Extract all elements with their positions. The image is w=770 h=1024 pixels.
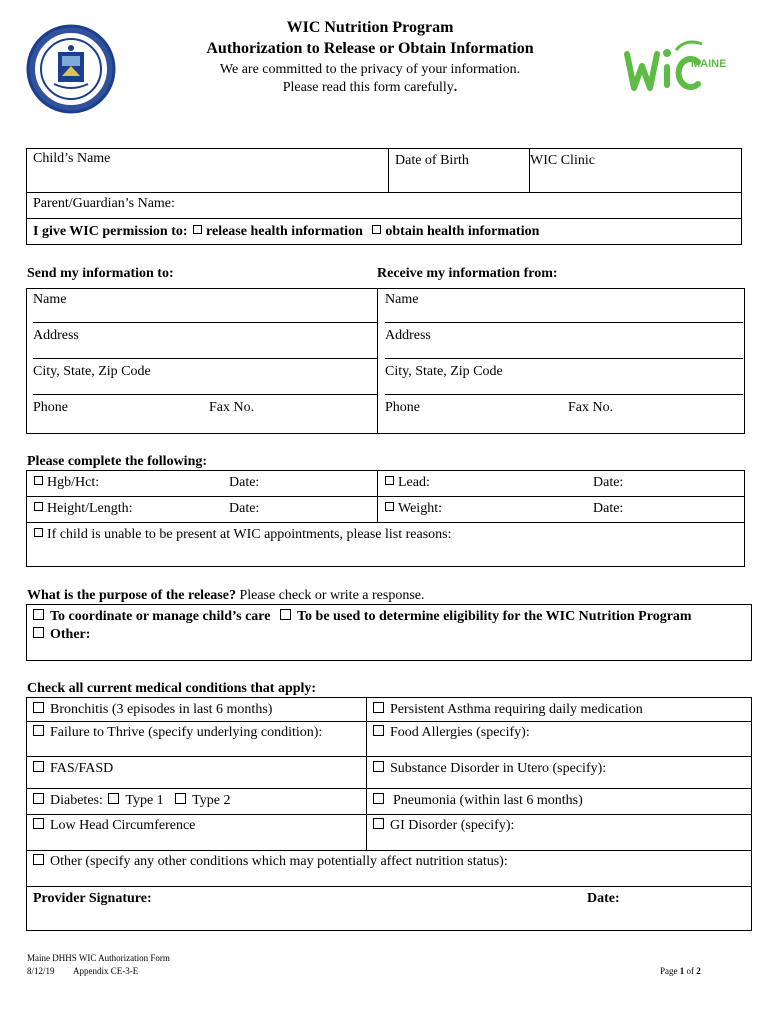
date-of-birth-field[interactable]: Date of Birth	[395, 153, 469, 168]
send-city-field[interactable]: City, State, Zip Code	[33, 364, 151, 379]
bronchitis-checkbox[interactable]	[33, 702, 44, 713]
gi-item	[373, 817, 514, 834]
form-subtitle: Authorization to Release or Obtain Information	[206, 40, 534, 57]
privacy-line: We are committed to the privacy of your information.	[219, 62, 521, 77]
purpose-row-2	[33, 626, 90, 643]
unable-item	[34, 526, 451, 543]
other-purpose-checkbox[interactable]	[33, 627, 44, 638]
send-address-field[interactable]: Address	[33, 328, 79, 343]
read-carefully-text: Please read this form carefully	[282, 80, 454, 95]
footer-form-name: Maine DHHS WIC Authorization Form	[27, 953, 170, 963]
purpose-heading-bold: What is the purpose of the release?	[27, 588, 236, 603]
head-item	[33, 817, 195, 834]
bronchitis-item	[33, 701, 272, 718]
unable-label: If child is unable to be present at WIC appointments, please list reasons:	[47, 527, 452, 542]
head-checkbox[interactable]	[33, 818, 44, 829]
allergies-label: Food Allergies (specify):	[390, 725, 530, 740]
page-word: Page	[660, 966, 678, 976]
height-item	[34, 500, 133, 517]
gi-label: GI Disorder (specify):	[390, 818, 515, 833]
substance-item	[373, 760, 606, 777]
diabetes-label: Diabetes:	[50, 793, 103, 808]
eligibility-label: To be used to determine eligibility for the WIC Nutrition Program	[297, 609, 692, 624]
fas-item	[33, 760, 113, 777]
hgb-checkbox[interactable]	[34, 476, 43, 485]
substance-label: Substance Disorder in Utero (specify):	[390, 761, 607, 776]
other-condition-checkbox[interactable]	[33, 854, 44, 865]
fas-label: FAS/FASD	[50, 761, 114, 776]
ftt-item	[33, 724, 322, 741]
form-title: WIC Nutrition Program	[286, 19, 454, 36]
send-phone-field[interactable]: Phone	[33, 400, 68, 415]
receive-city-field[interactable]: City, State, Zip Code	[385, 364, 503, 379]
permission-label: I give WIC permission to:	[33, 224, 188, 239]
other-condition-item	[33, 853, 508, 870]
other-purpose-label: Other:	[50, 627, 91, 642]
allergies-item	[373, 724, 530, 741]
type1-checkbox[interactable]	[108, 793, 119, 804]
asthma-item	[373, 701, 643, 718]
fas-checkbox[interactable]	[33, 761, 44, 772]
allergies-checkbox[interactable]	[373, 725, 384, 736]
ftt-label: Failure to Thrive (specify underlying condition):	[50, 725, 323, 740]
wic-clinic-field[interactable]: WIC Clinic	[530, 153, 595, 168]
type2-label: Type 2	[192, 793, 231, 808]
send-fax-field[interactable]: Fax No.	[209, 400, 255, 415]
signature-date-field[interactable]: Date:	[587, 891, 620, 906]
gi-checkbox[interactable]	[373, 818, 384, 829]
release-checkbox[interactable]	[193, 225, 202, 234]
read-carefully-period: .	[453, 80, 458, 95]
page-total: 2	[696, 966, 701, 976]
receive-fax-field[interactable]: Fax No.	[568, 400, 614, 415]
height-date-field[interactable]: Date:	[229, 501, 260, 516]
receive-address-field[interactable]: Address	[385, 328, 431, 343]
type1-label: Type 1	[125, 793, 164, 808]
child-name-field[interactable]: Child’s Name	[33, 151, 111, 166]
coordinate-checkbox[interactable]	[33, 609, 44, 620]
weight-item	[385, 500, 442, 517]
pneumonia-label: Pneumonia (within last 6 months)	[393, 793, 583, 808]
pneumonia-checkbox[interactable]	[373, 793, 384, 804]
hgb-label: Hgb/Hct:	[47, 475, 100, 490]
hgb-item	[34, 474, 99, 491]
send-name-field[interactable]: Name	[33, 292, 67, 307]
lead-date-field[interactable]: Date:	[593, 475, 624, 490]
hgb-date-field[interactable]: Date:	[229, 475, 260, 490]
permission-row	[33, 223, 539, 240]
diabetes-item	[33, 792, 230, 809]
coordinate-label: To coordinate or manage child’s care	[50, 609, 271, 624]
weight-date-field[interactable]: Date:	[593, 501, 624, 516]
lead-item	[385, 474, 430, 491]
receive-phone-field[interactable]: Phone	[385, 400, 420, 415]
conditions-heading: Check all current medical conditions that apply:	[27, 681, 317, 696]
lead-checkbox[interactable]	[385, 476, 394, 485]
purpose-heading-rest: Please check or write a response.	[239, 588, 425, 603]
obtain-checkbox[interactable]	[372, 225, 381, 234]
asthma-checkbox[interactable]	[373, 702, 384, 713]
weight-checkbox[interactable]	[385, 502, 394, 511]
eligibility-checkbox[interactable]	[280, 609, 291, 620]
release-label: release health information	[206, 224, 363, 239]
purpose-row-1	[33, 608, 692, 625]
receive-name-field[interactable]: Name	[385, 292, 419, 307]
of-word: of	[686, 966, 694, 976]
substance-checkbox[interactable]	[373, 761, 384, 772]
complete-heading: Please complete the following:	[27, 454, 208, 469]
footer-appendix: Appendix CE-3-E	[73, 966, 139, 976]
page-current: 1	[679, 966, 685, 976]
unable-checkbox[interactable]	[34, 528, 43, 537]
height-label: Height/Length:	[47, 501, 133, 516]
pneumonia-item	[373, 792, 583, 809]
weight-label: Weight:	[398, 501, 442, 516]
wic-maine-logo	[622, 36, 732, 98]
footer-date: 8/12/19	[27, 966, 55, 976]
send-heading: Send my information to:	[27, 266, 174, 281]
type2-checkbox[interactable]	[175, 793, 186, 804]
provider-signature-field[interactable]: Provider Signature:	[33, 891, 152, 906]
height-checkbox[interactable]	[34, 502, 43, 511]
page-number	[660, 966, 701, 977]
head-label: Low Head Circumference	[50, 818, 196, 833]
bronchitis-label: Bronchitis (3 episodes in last 6 months)	[50, 702, 273, 717]
other-condition-label: Other (specify any other conditions which may potentially affect nutrition status):	[50, 854, 508, 869]
parent-guardian-field[interactable]: Parent/Guardian’s Name:	[33, 196, 175, 211]
diabetes-checkbox[interactable]	[33, 793, 44, 804]
receive-heading: Receive my information from:	[377, 266, 558, 281]
purpose-heading	[27, 587, 425, 604]
ftt-checkbox[interactable]	[33, 725, 44, 736]
asthma-label: Persistent Asthma requiring daily medication	[390, 702, 643, 717]
maine-text: MAINE	[691, 58, 727, 70]
lead-label: Lead:	[398, 475, 430, 490]
obtain-label: obtain health information	[385, 224, 540, 239]
